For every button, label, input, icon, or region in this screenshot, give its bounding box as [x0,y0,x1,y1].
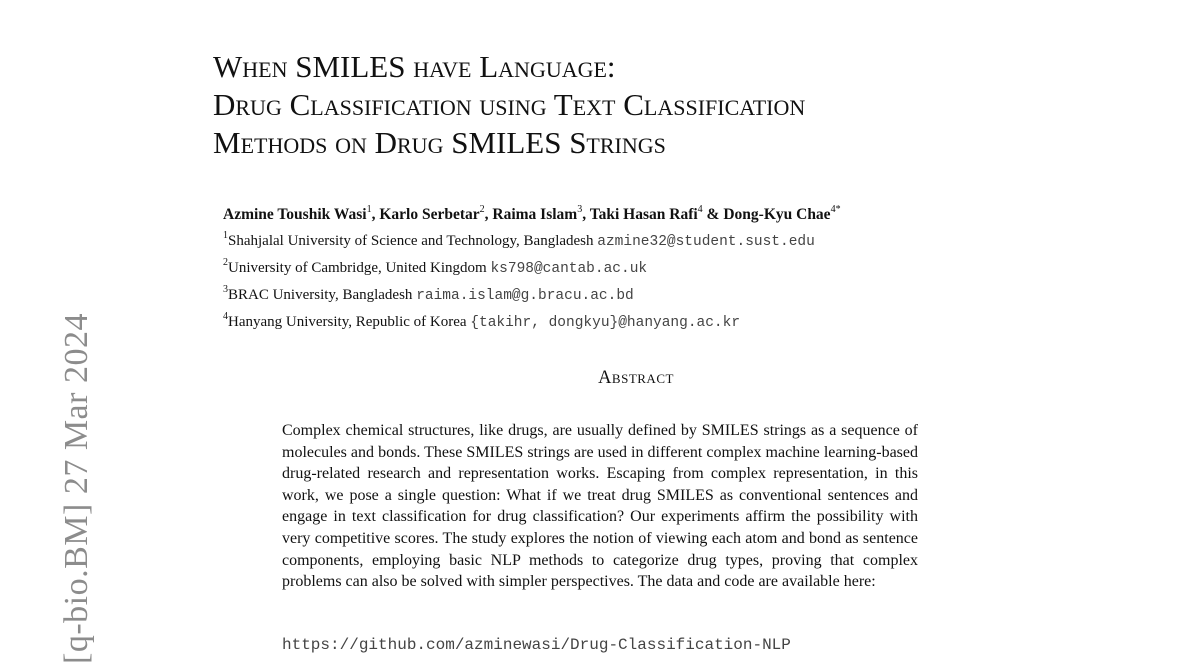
affiliation-email: {takihr, dongkyu}@hanyang.ac.kr [470,315,741,332]
author-sup: 1 [366,204,372,215]
arxiv-stamp-text: [q-bio.BM] 27 Mar 2024 [58,313,95,664]
affiliation-sup: 3 [223,284,228,296]
author-list: Azmine Toushik Wasi$^1$, Karlo Serbetar$^2$, Raima Islam$^3$, Taki Hasan Rafi$^4$ & Dong-Kyu Chae$^{4*}$ [223,204,841,224]
affiliation-sup: 1 [223,230,228,242]
affiliation-institution: Shahjalal University of Science and Technology, Bangladesh [228,233,594,250]
author-sup: 3 [577,204,583,215]
affiliation-sup: 4 [223,311,228,323]
abstract-heading [0,368,1200,389]
author-sup: 2 [479,204,485,215]
affiliation [223,253,1123,280]
authors-block [223,200,1123,334]
affiliation [223,226,1123,253]
affiliation-email: ks798@cantab.ac.uk [490,261,648,278]
affiliation-institution: University of Cambridge, United Kingdom [228,260,487,277]
affiliation-email: azmine32@student.sust.edu [597,234,815,251]
abstract-url: https://github.com/azminewasi/Drug-Classification-NLP [282,636,791,654]
author-sup: 4* [830,204,841,215]
author-name: Raima Islam [492,206,578,224]
title-line: When SMILES have Language: [213,49,616,84]
author-sup: 4 [697,204,703,215]
affiliation [223,280,1123,307]
abstract-heading-text: Abstract [598,368,674,388]
author-name: Taki Hasan Rafi [589,206,698,224]
abstract-text: Complex chemical structures, like drugs, are usually defined by SMILES strings as a sequence of molecules and bonds. These SMILES strings are used in different complex machine learning-based drug-related research and representation works. Escaping from complex representation, in this work, we pose a single question: What if we treat drug SMILES as conventional sentences and engage in text classification for drug classification? Our experiments affirm the possibility with very competitive scores. The study explores the notion of viewing each atom and bond as sentence components, employing basic NLP methods to categorize drug types, proving that complex problems can also be solved with simpler perspectives. The data and code are available here: [282,422,918,591]
affiliation-sup: 2 [223,257,228,269]
paper-title [213,48,1113,162]
author-name: Dong-Kyu Chae [723,206,831,224]
affiliation-institution: BRAC University, Bangladesh [228,287,413,304]
title-line: Drug Classification using Text Classification [213,87,806,122]
author-name: Karlo Serbetar [379,206,480,224]
arxiv-stamp [0,0,95,664]
affiliation [223,307,1123,334]
author-name: Azmine Toushik Wasi [223,206,367,224]
title-line: Methods on Drug SMILES Strings [213,125,666,160]
affiliation-email: raima.islam@g.bracu.ac.bd [416,288,634,305]
affiliation-institution: Hanyang University, Republic of Korea [228,314,467,331]
abstract-body [282,420,918,593]
